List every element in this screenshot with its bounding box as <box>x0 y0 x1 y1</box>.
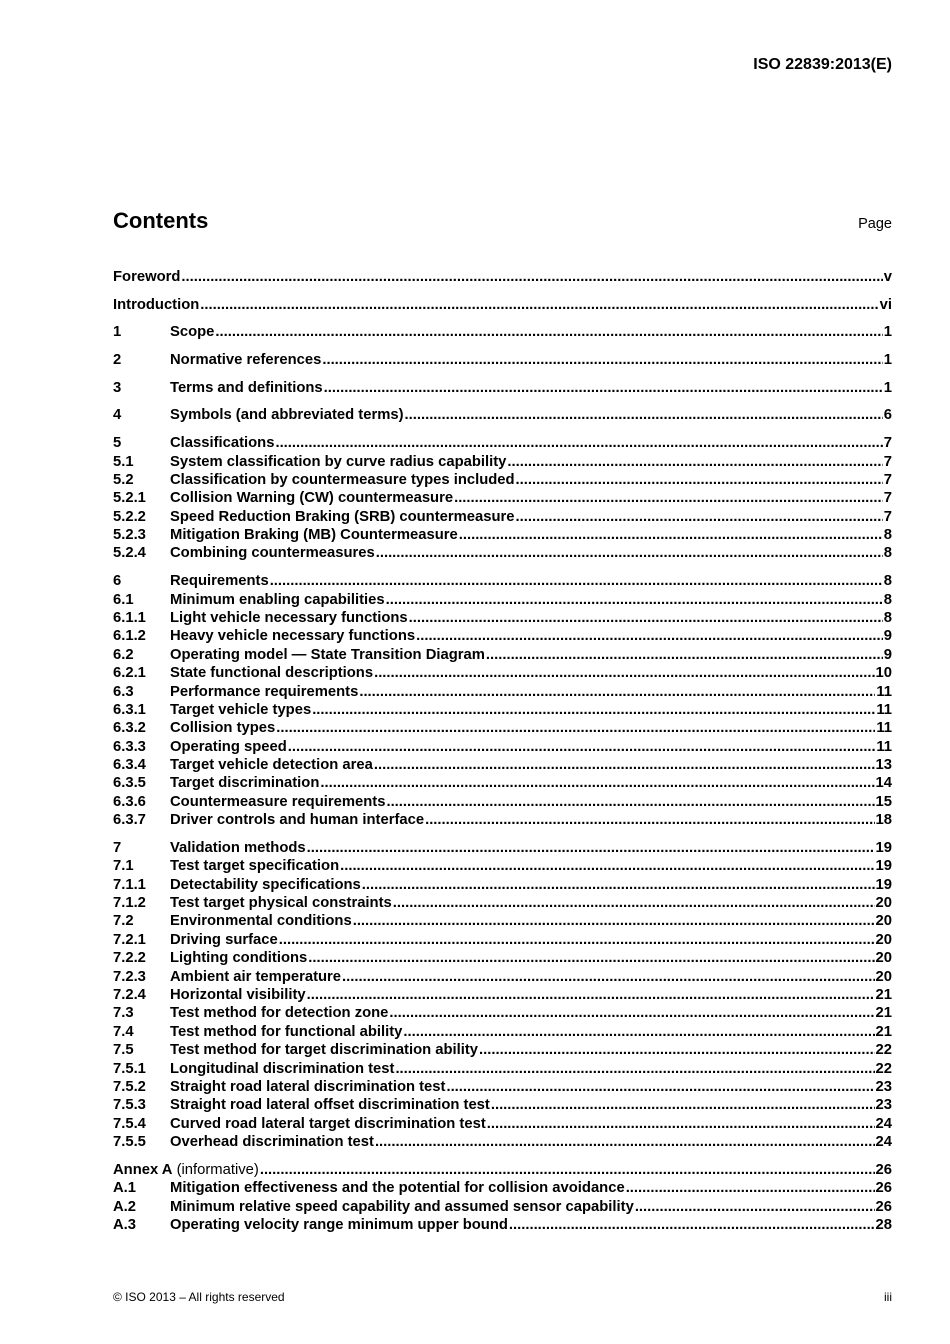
toc-entry-title-text: Target vehicle detection area <box>170 757 373 774</box>
toc-entry[interactable] <box>113 1198 892 1216</box>
toc-dot-leader <box>507 453 882 471</box>
toc-dot-leader <box>200 296 878 314</box>
toc-entry-number: A.2 <box>113 1198 137 1215</box>
toc-entry-title <box>170 406 404 424</box>
toc-entry-number: A.3 <box>113 1217 137 1234</box>
toc-entry-page: 11 <box>876 738 892 755</box>
toc-dot-leader <box>389 1004 874 1022</box>
toc-entry-title-text: Heavy vehicle necessary functions <box>170 628 416 645</box>
toc-entry-page: 11 <box>876 683 892 700</box>
toc-entry-number: 5 <box>113 435 122 452</box>
toc-entry[interactable] <box>113 756 892 774</box>
toc-dot-leader <box>215 323 882 341</box>
toc-entry-title-text: Foreword <box>113 269 181 285</box>
toc-entry-title-text: Driving surface <box>170 931 278 948</box>
toc-entry-page: 9 <box>883 646 892 663</box>
toc-entry[interactable] <box>113 1161 892 1179</box>
toc-entry-title <box>170 1004 388 1022</box>
toc-entry-number: 7.5.4 <box>113 1115 146 1132</box>
toc-entry-title-suffix: (informative) <box>172 1161 259 1178</box>
toc-entry-title-text: Detectability specifications <box>170 876 361 893</box>
toc-entry-title-text: Mitigation effectiveness and the potential for collision avoidance <box>170 1180 625 1197</box>
toc-entry-title <box>170 323 214 341</box>
toc-entry-title-text: State functional descriptions <box>170 665 374 682</box>
toc-entry-number: 6.2 <box>113 646 134 663</box>
toc-dot-leader <box>340 857 874 875</box>
toc-entry[interactable] <box>113 986 892 1004</box>
toc-entry[interactable] <box>113 323 892 341</box>
toc-dot-leader <box>516 471 883 489</box>
toc-entry-title <box>113 296 199 314</box>
toc-entry-title <box>113 268 180 286</box>
toc-entry-title <box>170 664 373 682</box>
toc-entry-page: 21 <box>875 987 892 1004</box>
toc-dot-leader <box>276 719 875 737</box>
toc-dot-leader <box>320 774 874 792</box>
toc-entry-number: 7.2.1 <box>113 931 146 948</box>
toc-entry-page: 20 <box>875 931 892 948</box>
toc-entry-title-text: Lighting conditions <box>170 950 308 967</box>
toc-entry[interactable] <box>113 701 892 719</box>
toc-entry-title <box>170 1216 508 1234</box>
page-column-label: Page <box>858 216 892 232</box>
toc-entry-title-text: Ambient air temperature <box>170 968 342 985</box>
toc-entry-title-text: Minimum enabling capabilities <box>170 591 385 608</box>
toc-entry-page: 28 <box>875 1217 892 1234</box>
toc-entry-title <box>170 453 506 471</box>
toc-entry-title <box>170 609 408 627</box>
toc-entry-number: 7.1 <box>113 858 134 875</box>
toc-entry-number: 5.2 <box>113 471 134 488</box>
toc-entry-title-text: Performance requirements <box>170 683 359 700</box>
toc-entry[interactable] <box>113 1133 892 1151</box>
toc-entry-title-text: Test method for detection zone <box>170 1005 389 1022</box>
toc-entry-title <box>170 508 515 526</box>
toc-entry[interactable] <box>113 526 892 544</box>
toc-dot-leader <box>459 526 883 544</box>
toc-entry-page: 1 <box>883 379 892 396</box>
toc-entry-title <box>170 701 311 719</box>
toc-entry-number: 7.2 <box>113 913 134 930</box>
toc-entry-title <box>170 646 485 664</box>
toc-dot-leader <box>275 434 882 452</box>
toc-entry[interactable] <box>113 508 892 526</box>
toc-entry-number: 1 <box>113 324 122 341</box>
toc-entry-title <box>170 351 321 369</box>
toc-entry-page: 23 <box>875 1079 892 1095</box>
toc-entry-number: 7.5.3 <box>113 1097 146 1114</box>
toc-entry-page: 15 <box>875 793 892 810</box>
toc-entry-number: 6 <box>113 573 122 590</box>
toc-entry-number: 7.5.2 <box>113 1079 146 1095</box>
toc-dot-leader <box>509 1216 875 1234</box>
toc-dot-leader <box>307 986 875 1004</box>
toc-entry-title-text: Target discrimination <box>170 775 320 792</box>
toc-entry-number: 6.3.5 <box>113 775 146 792</box>
toc-entry-title <box>170 949 307 967</box>
toc-dot-leader <box>491 1096 875 1114</box>
contents-title: Contents <box>113 208 209 233</box>
toc-entry-page: 11 <box>876 720 892 737</box>
toc-entry-number: 6.1.1 <box>113 609 146 626</box>
toc-dot-leader <box>322 351 882 369</box>
toc-entry-title-text: Classification by countermeasure types included <box>170 471 515 488</box>
toc-entry-title-text: Test target physical constraints <box>170 895 392 912</box>
toc-entry-title-text: Test target specification <box>170 858 340 875</box>
toc-dot-leader <box>342 968 875 986</box>
toc-entry[interactable] <box>113 1216 892 1234</box>
toc-entry-title <box>170 544 375 562</box>
toc-dot-leader <box>626 1179 875 1197</box>
toc-entry-title <box>170 1198 634 1216</box>
toc-entry[interactable] <box>113 627 892 645</box>
toc-entry[interactable] <box>113 719 892 737</box>
toc-entry[interactable] <box>113 774 892 792</box>
toc-entry-page: 19 <box>875 876 892 893</box>
toc-entry-title-text: Target vehicle types <box>170 701 312 718</box>
toc-entry-title-text: Straight road lateral offset discrimination test <box>170 1097 490 1114</box>
toc-entry-title-text: Overhead discrimination test <box>170 1134 374 1151</box>
toc-entry-title <box>170 986 306 1004</box>
toc-entry-number: 7.1.1 <box>113 876 146 893</box>
toc-entry-title-text: Mitigation Braking (MB) Countermeasure <box>170 527 458 544</box>
toc-entry-page: 20 <box>875 913 892 930</box>
toc-entry-title-text: Longitudinal discrimination test <box>170 1060 395 1077</box>
toc-entry-title <box>170 526 458 544</box>
toc-entry-title-text: Annex A <box>113 1161 173 1178</box>
toc-entry-title <box>170 1133 374 1151</box>
toc-entry[interactable] <box>113 1115 892 1133</box>
toc-entry-title <box>170 1078 445 1096</box>
toc-entry-title-text: Test method for functional ability <box>170 1023 403 1040</box>
toc-entry[interactable] <box>113 453 892 471</box>
toc-entry-title-text: Introduction <box>113 296 200 313</box>
toc-entry-page: 1 <box>883 324 892 341</box>
toc-entry-title <box>170 912 352 930</box>
toc-entry-title <box>170 434 274 452</box>
toc-entry[interactable] <box>113 544 892 562</box>
toc-dot-leader <box>270 572 883 590</box>
toc-entry[interactable] <box>113 949 892 967</box>
toc-entry[interactable] <box>113 857 892 875</box>
toc-entry-title-text: Horizontal visibility <box>170 987 306 1004</box>
toc-entry-page: 26 <box>875 1161 892 1178</box>
toc-entry[interactable] <box>113 591 892 609</box>
toc-entry-page: 10 <box>875 665 892 682</box>
document-code: ISO 22839:2013(E) <box>753 56 892 73</box>
toc-entry-number: 7.5 <box>113 1042 134 1059</box>
toc-dot-leader <box>405 406 883 424</box>
toc-entry-title <box>170 968 341 986</box>
toc-dot-leader <box>279 931 875 949</box>
toc-entry-page: 14 <box>875 775 892 792</box>
toc-entry-page: 6 <box>883 407 892 424</box>
toc-dot-leader <box>486 646 883 664</box>
toc-dot-leader <box>308 949 874 967</box>
toc-entry[interactable] <box>113 646 892 664</box>
toc-entry-number: 6.1.2 <box>113 628 146 645</box>
toc-entry-number: 7.3 <box>113 1005 134 1022</box>
toc-entry[interactable] <box>113 1078 892 1096</box>
toc-dot-leader <box>425 811 874 829</box>
toc-entry-title <box>170 719 275 737</box>
toc-entry-number: 6.3.6 <box>113 793 146 810</box>
toc-entry-page: 8 <box>883 545 892 562</box>
toc-entry-page: v <box>883 269 892 285</box>
toc-entry[interactable] <box>113 1004 892 1022</box>
toc-entry-title-text: Driver controls and human interface <box>170 812 425 829</box>
toc-entry-title <box>113 1161 259 1179</box>
toc-entry-number: 6.3.1 <box>113 701 146 718</box>
toc-dot-leader <box>409 609 883 627</box>
toc-dot-leader <box>312 701 875 719</box>
toc-entry-page: 18 <box>875 812 892 829</box>
toc-entry-title-text: Symbols (and abbreviated terms) <box>170 407 404 424</box>
toc-entry[interactable] <box>113 406 892 424</box>
toc-dot-leader <box>479 1041 874 1059</box>
toc-entry-number: A.1 <box>113 1180 137 1197</box>
toc-entry-number: 2 <box>113 352 122 369</box>
toc-dot-leader <box>446 1078 874 1096</box>
toc-entry-title-text: Minimum relative speed capability and assumed sensor capability <box>170 1198 634 1215</box>
toc-entry-page: 20 <box>875 950 892 967</box>
toc-dot-leader <box>353 912 875 930</box>
toc-dot-leader <box>359 683 875 701</box>
toc-entry-title-text: Collision types <box>170 720 276 737</box>
toc-entry[interactable] <box>113 609 892 627</box>
toc-entry-number: 6.3.3 <box>113 738 146 755</box>
toc-entry-title <box>170 876 361 894</box>
toc-dot-leader <box>386 793 874 811</box>
toc-entry-number: 7.4 <box>113 1023 134 1040</box>
toc-entry-title <box>170 379 323 397</box>
toc-dot-leader <box>416 627 883 645</box>
toc-entry-page: 19 <box>875 858 892 875</box>
toc-entry-title <box>170 1023 402 1041</box>
toc-entry-title <box>170 894 392 912</box>
toc-entry-number: 7.1.2 <box>113 895 146 912</box>
toc-entry-page: 19 <box>875 839 892 856</box>
toc-entry-number: 5.1 <box>113 453 134 470</box>
toc-dot-leader <box>375 1133 875 1151</box>
toc-entry-title-text: Collision Warning (CW) countermeasure <box>170 490 454 507</box>
toc-dot-leader <box>374 664 874 682</box>
toc-entry-number: 6.3 <box>113 683 134 700</box>
toc-entry-page: 7 <box>883 453 892 470</box>
toc-entry-title-text: Operating model — State Transition Diagram <box>170 646 485 663</box>
toc-entry-title-text: Light vehicle necessary functions <box>170 609 408 626</box>
toc-entry-number: 7.5.5 <box>113 1134 146 1151</box>
toc-dot-leader <box>376 544 883 562</box>
toc-entry-title <box>170 683 358 701</box>
toc-dot-leader <box>374 756 875 774</box>
toc-entry-title-text: Scope <box>170 324 215 341</box>
toc-dot-leader <box>260 1161 875 1179</box>
toc-entry[interactable] <box>113 931 892 949</box>
table-of-contents <box>113 268 892 1234</box>
toc-entry-page: 21 <box>875 1023 892 1040</box>
toc-entry-title <box>170 1096 490 1114</box>
toc-entry[interactable] <box>113 894 892 912</box>
toc-entry[interactable] <box>113 489 892 507</box>
toc-entry-page: 20 <box>875 968 892 985</box>
toc-entry[interactable] <box>113 1096 892 1114</box>
toc-entry-page: 8 <box>883 591 892 608</box>
toc-entry[interactable] <box>113 434 892 452</box>
toc-entry-number: 7.2.3 <box>113 968 146 985</box>
toc-entry-title <box>170 857 339 875</box>
toc-entry-page: 22 <box>875 1042 892 1059</box>
toc-dot-leader <box>288 738 876 756</box>
toc-entry-title <box>170 811 424 829</box>
toc-entry-page: 9 <box>883 628 892 645</box>
toc-entry-title <box>170 756 373 774</box>
toc-entry[interactable] <box>113 811 892 829</box>
toc-entry-title-text: Curved road lateral target discrimination test <box>170 1115 486 1132</box>
toc-dot-leader <box>362 876 875 894</box>
toc-entry[interactable] <box>113 379 892 397</box>
toc-entry[interactable] <box>113 1179 892 1197</box>
toc-entry-number: 5.2.4 <box>113 545 146 562</box>
toc-entry-title <box>170 591 385 609</box>
toc-entry[interactable] <box>113 793 892 811</box>
toc-dot-leader <box>454 489 883 507</box>
toc-entry-title <box>170 839 306 857</box>
toc-entry-number: 7.2.2 <box>113 950 146 967</box>
toc-entry-page: 20 <box>875 895 892 912</box>
toc-entry[interactable] <box>113 572 892 590</box>
toc-dot-leader <box>386 591 883 609</box>
toc-entry[interactable] <box>113 1060 892 1078</box>
toc-entry-page: 26 <box>875 1180 892 1197</box>
toc-entry[interactable] <box>113 912 892 930</box>
toc-entry-number: 4 <box>113 407 122 424</box>
toc-entry-number: 7.5.1 <box>113 1060 146 1077</box>
toc-entry-number: 6.1 <box>113 591 134 608</box>
toc-entry-title-text: Test method for target discrimination ability <box>170 1042 479 1059</box>
toc-entry-title <box>170 572 269 590</box>
toc-entry-title <box>170 738 287 756</box>
toc-entry-title-text: Normative references <box>170 352 322 369</box>
toc-entry-title <box>170 1041 478 1059</box>
toc-entry-title-text: Terms and definitions <box>170 379 323 396</box>
toc-entry-number: 7 <box>113 839 122 856</box>
toc-entry-title-text: Requirements <box>170 573 269 590</box>
toc-entry-title-text: Straight road lateral discrimination test <box>170 1079 446 1095</box>
toc-entry-page: vi <box>879 296 892 313</box>
toc-entry[interactable] <box>113 268 892 286</box>
toc-entry-title <box>170 471 515 489</box>
toc-entry-number: 6.3.2 <box>113 720 146 737</box>
toc-entry-number: 6.3.4 <box>113 757 146 774</box>
toc-entry-title <box>170 1115 486 1133</box>
toc-dot-leader <box>307 839 875 857</box>
toc-entry-title-text: System classification by curve radius capability <box>170 453 507 470</box>
toc-entry-title <box>170 793 385 811</box>
toc-entry-number: 3 <box>113 379 122 396</box>
toc-entry[interactable] <box>113 664 892 682</box>
copyright-notice: © ISO 2013 – All rights reserved <box>113 1290 285 1304</box>
toc-entry-page: 23 <box>875 1097 892 1114</box>
toc-entry-page: 7 <box>883 435 892 452</box>
toc-dot-leader <box>516 508 883 526</box>
toc-entry-title-text: Speed Reduction Braking (SRB) countermeasure <box>170 508 515 525</box>
toc-entry-page: 24 <box>875 1134 892 1151</box>
toc-entry-page: 13 <box>875 757 892 774</box>
toc-entry-page: 26 <box>875 1198 892 1215</box>
toc-dot-leader <box>403 1023 874 1041</box>
toc-entry-number: 7.2.4 <box>113 987 146 1004</box>
toc-entry-page: 1 <box>883 352 892 369</box>
toc-entry[interactable] <box>113 296 892 314</box>
toc-dot-leader <box>395 1060 874 1078</box>
toc-entry[interactable] <box>113 738 892 756</box>
toc-entry[interactable] <box>113 1041 892 1059</box>
toc-entry[interactable] <box>113 1023 892 1041</box>
toc-entry-title <box>170 1179 625 1197</box>
toc-entry-number: 6.3.7 <box>113 812 146 829</box>
toc-entry[interactable] <box>113 471 892 489</box>
toc-entry-title-text: Countermeasure requirements <box>170 793 386 810</box>
toc-entry-title-text: Validation methods <box>170 839 306 856</box>
toc-entry[interactable] <box>113 351 892 369</box>
toc-entry[interactable] <box>113 683 892 701</box>
toc-entry-number: 6.2.1 <box>113 665 146 682</box>
toc-dot-leader <box>487 1115 875 1133</box>
toc-dot-leader <box>324 379 883 397</box>
toc-entry-title-text: Combining countermeasures <box>170 545 375 562</box>
toc-entry-title-text: Classifications <box>170 435 275 452</box>
toc-entry-page: 7 <box>883 490 892 507</box>
toc-entry-title <box>170 627 415 645</box>
toc-entry-title <box>170 1060 394 1078</box>
toc-entry[interactable] <box>113 968 892 986</box>
toc-entry-page: 8 <box>883 609 892 626</box>
toc-entry-page: 11 <box>876 701 892 718</box>
toc-entry-page: 24 <box>875 1115 892 1132</box>
toc-entry-page: 8 <box>883 527 892 544</box>
toc-entry-title <box>170 931 278 949</box>
toc-dot-leader <box>181 268 882 286</box>
toc-entry-page: 7 <box>883 508 892 525</box>
toc-entry-number: 5.2.3 <box>113 527 146 544</box>
toc-dot-leader <box>393 894 875 912</box>
toc-dot-leader <box>635 1198 875 1216</box>
toc-entry-title-text: Environmental conditions <box>170 913 352 930</box>
toc-entry[interactable] <box>113 876 892 894</box>
toc-entry-page: 8 <box>883 573 892 590</box>
toc-entry-page: 7 <box>883 471 892 488</box>
toc-entry-title <box>170 774 319 792</box>
toc-entry-number: 5.2.2 <box>113 508 146 525</box>
footer-page-number: iii <box>884 1290 892 1304</box>
toc-entry-title-text: Operating speed <box>170 738 287 755</box>
toc-entry-title-text: Operating velocity range minimum upper bound <box>170 1217 508 1234</box>
toc-entry-title <box>170 489 453 507</box>
toc-entry-page: 22 <box>875 1060 892 1077</box>
toc-entry-number: 5.2.1 <box>113 490 146 507</box>
toc-entry[interactable] <box>113 839 892 857</box>
toc-entry-page: 21 <box>875 1005 892 1022</box>
